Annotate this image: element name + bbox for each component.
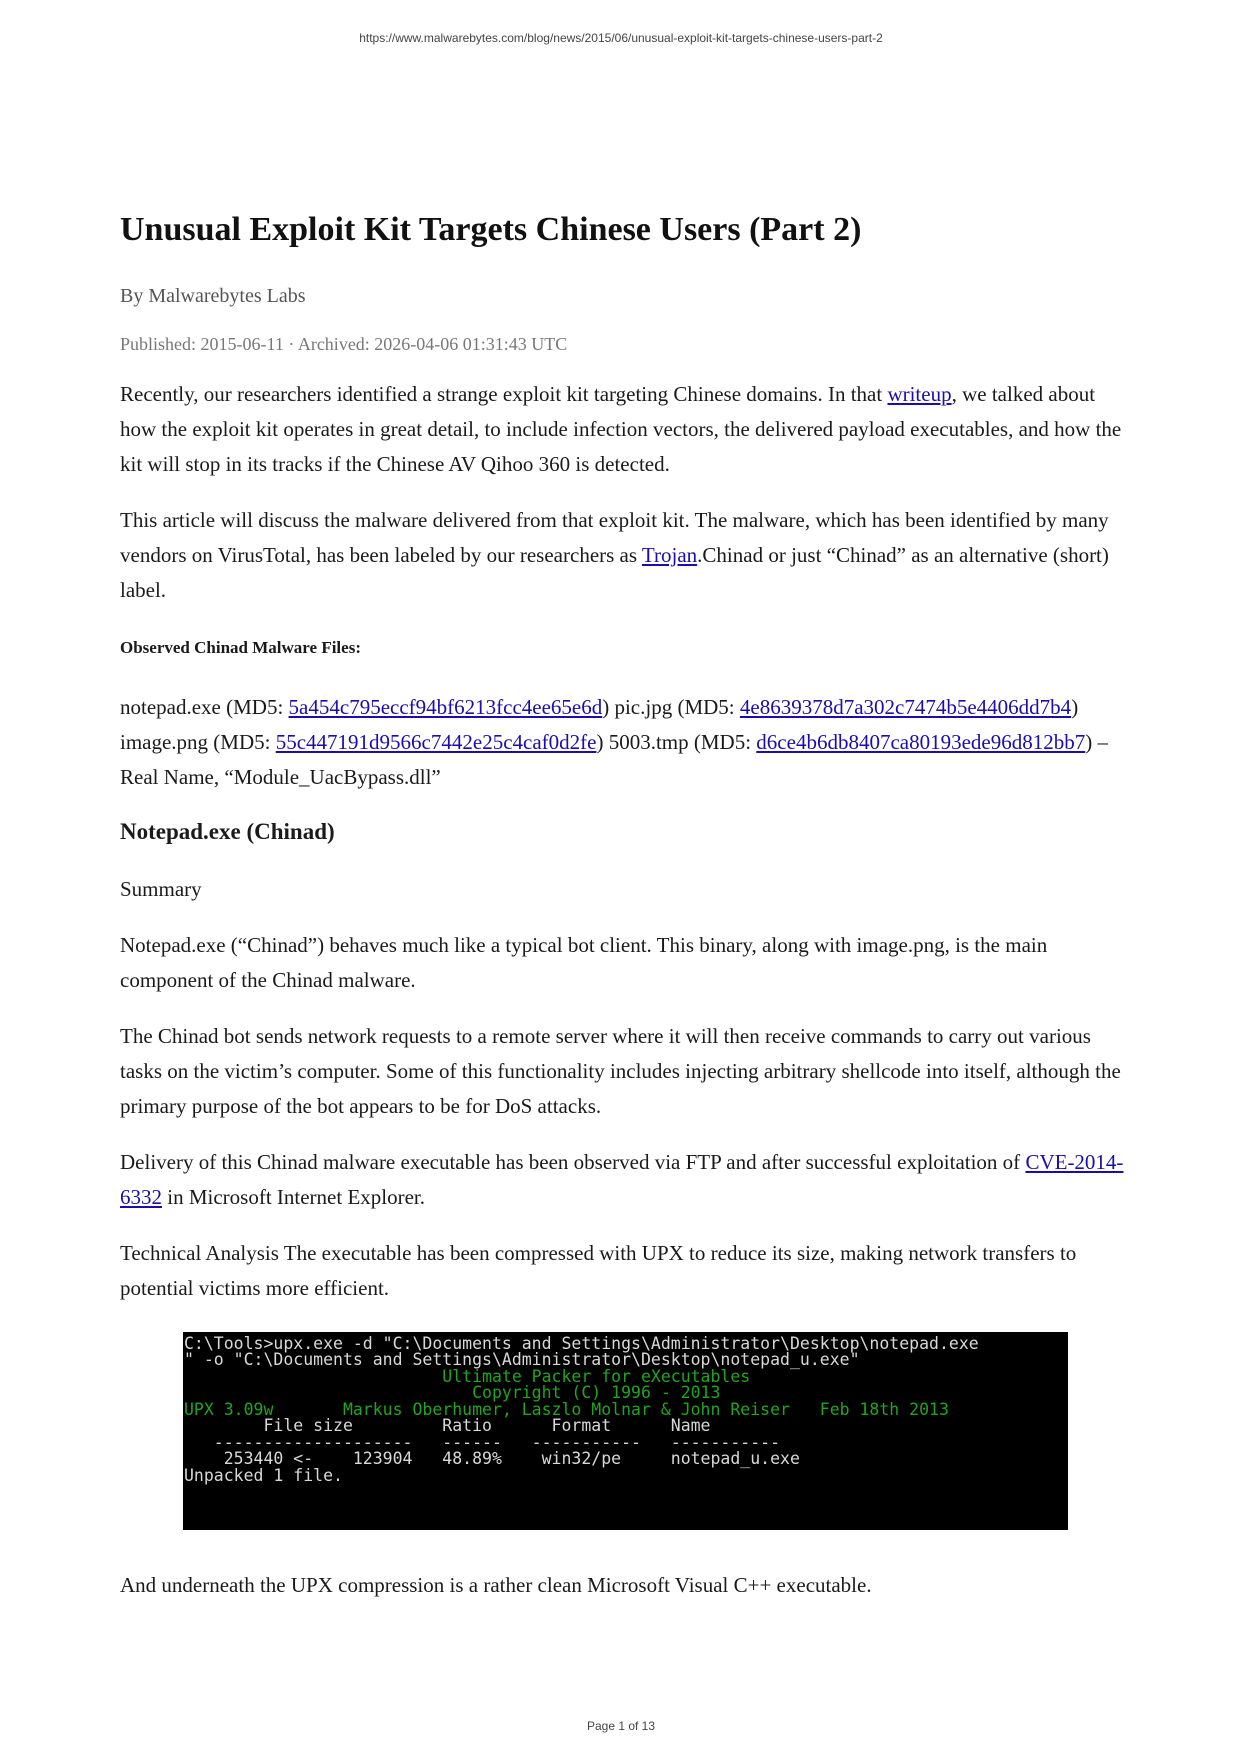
intro-text-2: , we talked about how the exploit kit operates in great detail, to include infection vectors, the delivered payload executables, and how the kit will stop in its tracks if the Chinese AV Qihoo 360 is detected. [120,381,1122,476]
intro-paragraph [120,377,1130,482]
console-line: File size Ratio Format Name [184,1416,711,1436]
bot-paragraph: Notepad.exe (“Chinad”) behaves much like a typical bot client. This binary, along with image.png, is the main component of the Chinad malware. [120,932,1048,992]
console-line: -------------------- ------ ----------- ----------- [184,1432,781,1452]
page-number: Page 1 of 13 [586,1719,656,1733]
md5-tmp-link[interactable]: d6ce4b6db8407ca80193ede96d812bb7 [756,729,1086,754]
delivery-text-1: Delivery of this Chinad malware executable has been observed via FTP and after successful exploitation of [120,1149,1026,1174]
intro-text-1: Recently, our researchers identified a strange exploit kit targeting Chinese domains. In that [120,381,888,406]
file-notepad-label: notepad.exe (MD5: [120,694,289,719]
trojan-link[interactable]: Trojan [641,542,698,567]
file-tmp-realname: ) – Real Name, “Module_UacBypass.dll” [120,729,1108,789]
malware-text-2: .Chinad or just “Chinad” as an alternative (short) label. [120,542,1109,602]
console-line: Ultimate Packer for eXecutables [184,1366,751,1386]
console-line: UPX 3.09w Markus Oberhumer, Laszlo Molnar & John Reiser Feb 18th 2013 [184,1399,949,1419]
malware-text-1: This article will discuss the malware delivered from that exploit kit. The malware, which has been identified by many vendors on VirusTotal, has been labeled by our researchers as [120,507,1109,567]
console-line: 253440 <- 123904 48.89% win32/pe notepad_u.exe [184,1449,800,1469]
file-image-label: ) image.png (MD5: [120,694,1079,754]
article-byline: By Malwarebytes Labs [120,284,306,307]
closing-paragraph: And underneath the UPX compression is a rather clean Microsoft Visual C++ executable. [120,1572,872,1597]
delivery-text-2: in Microsoft Internet Explorer. [162,1184,426,1209]
network-paragraph: The Chinad bot sends network requests to a remote server where it will then receive commands to carry out various tasks on the victim’s computer. Some of this functionality includes injecting arbitrary shellcode into itself, although the primary purpose of the bot appears to be for DoS attacks. [120,1023,1121,1118]
article-body [120,210,1130,1603]
md5-image-link[interactable]: 55c447191d9566c7442e25c4caf0d2fe [275,729,597,754]
delivery-paragraph [120,1145,1130,1215]
article-dates: Published: 2015-06-11 · Archived: 2026-04-06 01:31:43 UTC [120,333,568,354]
console-line: Unpacked 1 file. [184,1465,343,1485]
writeup-link[interactable]: writeup [887,381,952,406]
malware-paragraph [120,503,1130,608]
cve-link[interactable]: CVE-2014-6332 [120,1149,1124,1209]
console-line: " -o "C:\Documents and Settings\Administrator\Desktop\notepad_u.exe" [184,1350,860,1370]
page-url-header: https://www.malwarebytes.com/blog/news/2015/06/unusual-exploit-kit-targets-chinese-users-part-2 [359,31,883,45]
md5-notepad-link[interactable]: 5a454c795eccf94bf6213fcc4ee65e6d [288,694,603,719]
file-tmp-label: ) 5003.tmp (MD5: [596,729,757,754]
files-list [120,690,1130,795]
technical-paragraph: Technical Analysis The executable has been compressed with UPX to reduce its size, making network transfers to potential victims more efficient. [120,1240,1077,1300]
file-pic-label: ) pic.jpg (MD5: [602,694,740,719]
console-line: Copyright (C) 1996 - 2013 [184,1383,721,1403]
md5-pic-link[interactable]: 4e8639378d7a302c7474b5e4406dd7b4 [739,694,1072,719]
console-line: C:\Tools>upx.exe -d "C:\Documents and Settings\Administrator\Desktop\notepad.exe [184,1333,979,1353]
upx-console-screenshot [183,1332,1068,1530]
article-title: Unusual Exploit Kit Targets Chinese Users (Part 2) [120,211,862,248]
summary-label: Summary [120,876,202,901]
files-heading: Observed Chinad Malware Files: [120,637,361,657]
section-heading: Notepad.exe (Chinad) [120,818,335,844]
